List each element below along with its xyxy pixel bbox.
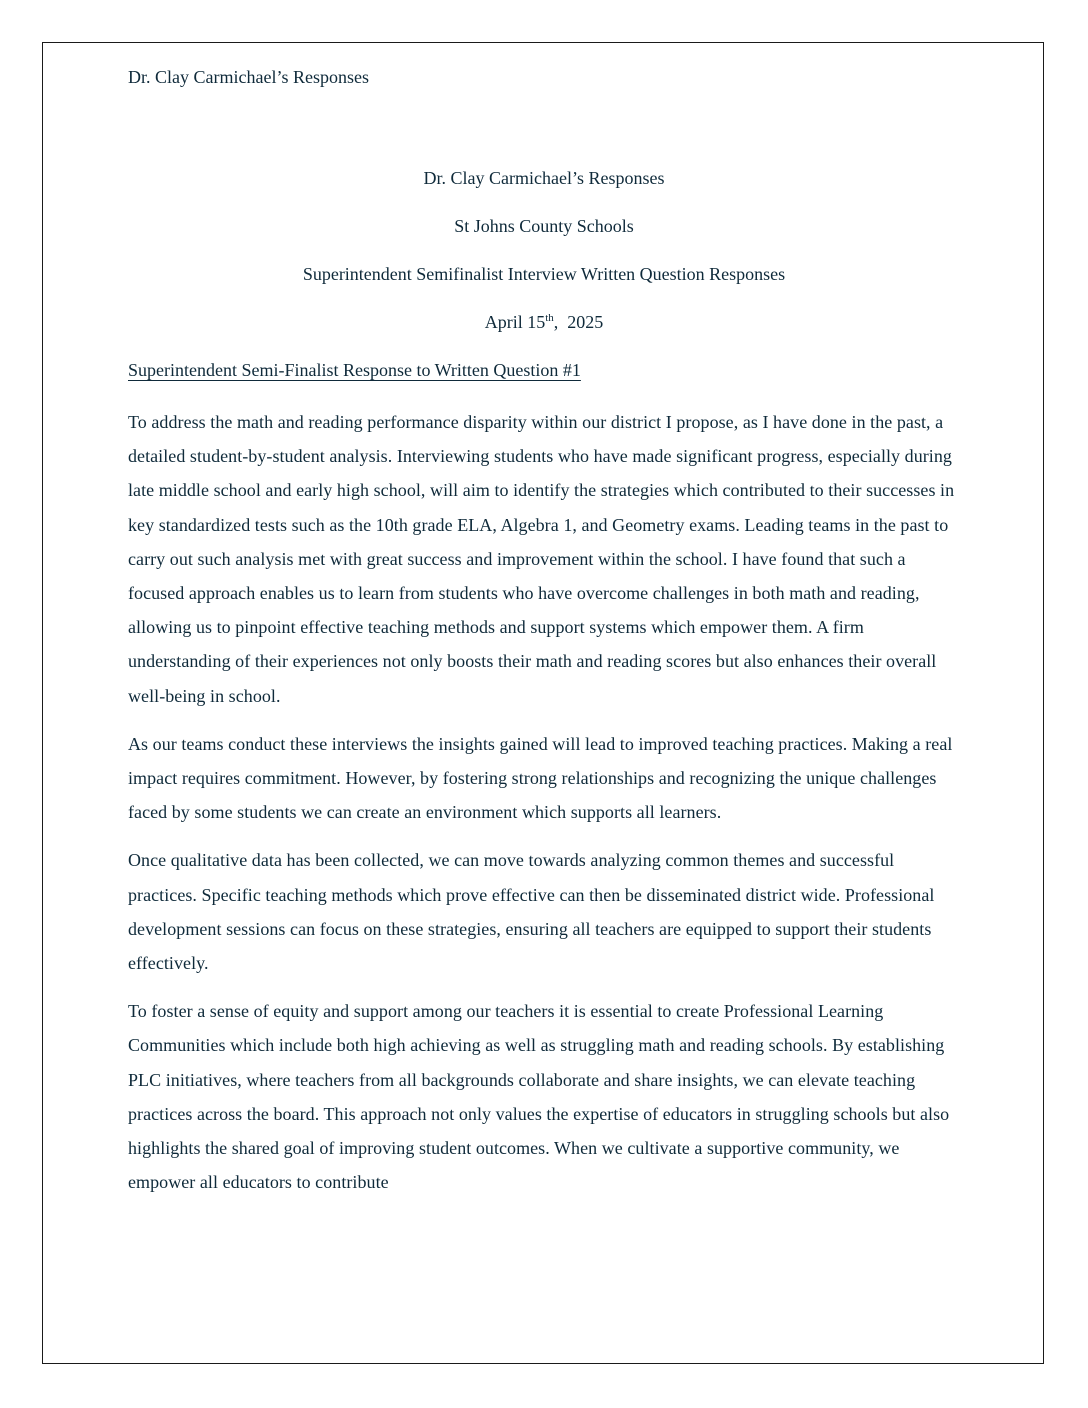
running-header: Dr. Clay Carmichael’s Responses <box>128 67 369 87</box>
organization-name: St Johns County Schools <box>454 216 634 236</box>
date-year: , 2025 <box>553 312 604 332</box>
section-heading: Superintendent Semi-Finalist Response to Written Question #1 <box>128 360 581 380</box>
date-month-day: April 15 <box>484 312 546 332</box>
body-text <box>128 405 958 1213</box>
document-title: Dr. Clay Carmichael’s Responses <box>423 168 665 188</box>
document-date <box>128 309 960 335</box>
paragraph: To address the math and reading performance disparity within our district I propose, as I have done in the past, a detailed student-by-student analysis. Interviewing students who have made significant progress, especially during late middle school and early high school, will aim to identify the strategies which contributed to their successes in key standardized tests such as the 10th grade ELA, Algebra 1, and Geometry exams. Leading teams in the past to carry out such analysis met with great success and improvement within the school. I have found that such a focused approach enables us to learn from students who have overcome challenges in both math and reading, allowing us to pinpoint effective teaching methods and support systems which empower them. A firm understanding of their experiences not only boosts their math and reading scores but also enhances their overall well-being in school. <box>128 412 955 706</box>
paragraph: Once qualitative data has been collected, we can move towards analyzing common themes and successful practices. Specific teaching methods which prove effective can then be disseminated district wide. Professional development sessions can focus on these strategies, ensuring all teachers are equipped to support their students effectively. <box>128 850 935 974</box>
date-ordinal-suffix: th <box>545 312 554 324</box>
paragraph: To foster a sense of equity and support among our teachers it is essential to create Professional Learning Communities which include both high achieving as well as struggling math and reading schools. By establishing PLC initiatives, where teachers from all backgrounds collaborate and share insights, we can elevate teaching practices across the board. This approach not only values the expertise of educators in struggling schools but also highlights the shared goal of improving student outcomes. When we cultivate a supportive community, we empower all educators to contribute <box>128 1001 950 1193</box>
document-subtitle: Superintendent Semifinalist Interview Written Question Responses <box>302 264 786 284</box>
paragraph: As our teams conduct these interviews the insights gained will lead to improved teaching practices. Making a real impact requires commitment. However, by fostering strong relationships and recognizing the unique challenges faced by some students we can create an environment which supports all learners. <box>128 733 953 823</box>
